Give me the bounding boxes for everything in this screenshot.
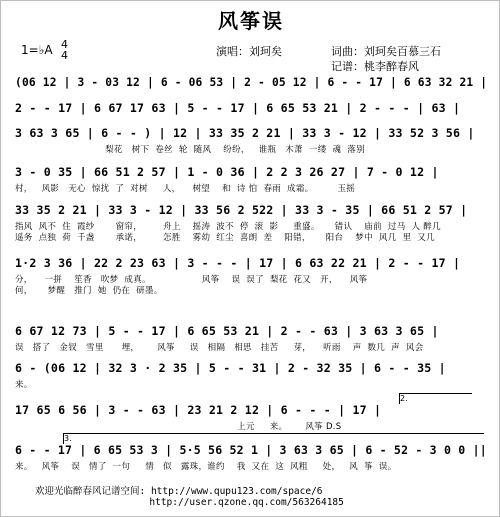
singer-credit: 演唱：刘珂矣 [216,45,282,58]
volta-bracket-2: 2. [399,393,472,404]
notes-line: 17 65 6 56 | 3 - - 63 | 23 21 2 12 | 6 - - - | 17 | [15,403,382,417]
lyrics-line-2: 何， 梦醒 推门 她 仍在 研墨。 [15,286,163,296]
lyrics-line: 村， 风影 无心 惊扰 了 对树 人， 树望 和 诗 怕 春雨 成霜。 玉摇 [15,184,356,194]
notes-line: (06 12 | 3 - 03 12 | 6 - 06 53 | 2 - 05 12 | 6 - - 17 | 6 63 32 21 | [15,75,488,89]
notes-line: 6 - (06 12 | 32 3 · 2 35 | 5 - - 31 | 2 - 32 35 | 6 - - 35 | [15,361,446,375]
time-signature [61,39,68,61]
volta-bracket-3: 3. [63,433,484,444]
notes-line: 6 - - 17 | 6 65 53 3 | 5·5 56 52 1 | 3 63 3 65 | 6 - 52 - 3 0 0 || [15,443,487,457]
lyrics-line: 分， 一拼 笙香 吹梦 成真。 风筝 误 误了 梨花 花又 开， 风筝 [15,275,368,285]
notes-line: 2 - - 17 | 6 67 17 63 | 5 - - 17 | 6 65 53 21 | 2 - - - | 63 | [15,101,461,115]
lyrics-line: 来。 [15,380,33,390]
notes-line: 1·2 3 36 | 22 2 23 63 | 3 - - - | 17 | 6 63 22 21 | 2 - - 17 | [15,256,461,270]
key-signature: 1=♭A [21,43,53,57]
time-sig-top: 4 [61,38,68,51]
lyrics-line: 来。 风筝 误 情了 一句 情 似 露珠，谁约 我 又在 这 风粗 处， 风 筝 误。 [15,462,397,472]
transcriber-credit: 记谱：桃李醉春风 [331,60,419,73]
notes-line: 3 - 0 35 | 66 51 2 57 | 1 - 0 36 | 2 2 3 26 27 | 7 - 0 12 | [15,165,439,179]
lyrics-line: 上元 来。 风筝 D.S [15,422,342,432]
time-sig-bottom: 4 [61,49,68,62]
lyrics-line: 梨花 树下 卷丝 轮 随风 纷纷， 谁瓶 木萧 一缕 魂 落别 [15,145,365,155]
notes-line: 6 67 12 73 | 5 - - 17 | 6 65 53 21 | 2 - - 63 | 3 63 3 65 | [15,324,439,338]
notes-line: 33 35 2 21 | 33 3 - 12 | 33 56 2 522 | 33 3 - 35 | 66 51 2 57 | [15,203,468,217]
notes-line: 3 63 3 65 | 6 - - ) | 12 | 33 35 2 21 | 33 3 - 12 | 33 52 3 56 | [15,126,475,140]
footer-line: http://user.qzone.qq.com/563264185 [35,497,344,508]
song-title: 风筝误 [218,9,284,33]
lyrics-line-2: 遥务 点独 荷 千盏 承诺， 怎胜 雾幼 红尘 喜朗 差 阳错， 阳台 梦中 风几 里 又几 [15,233,435,243]
lyrics-line: 指风 风不 住 霞纱 窗帘， 舟上 摇涛 波不 停 滚 影 重盛。 错认 庙前 过马 人 醉几 [15,222,441,232]
lyrics-line: 误 搭了 金钗 雪里 埋， 风筝 误 相隔 相思 挂苦 芽， 听雨 声 数几 声 风会 [15,343,424,353]
lyricist-credit: 词曲：刘珂矣百慕三石 [331,45,441,58]
footer-line: 欢迎光临醉春风记谱空间: http://www.qupu123.com/space/6 [35,486,323,497]
